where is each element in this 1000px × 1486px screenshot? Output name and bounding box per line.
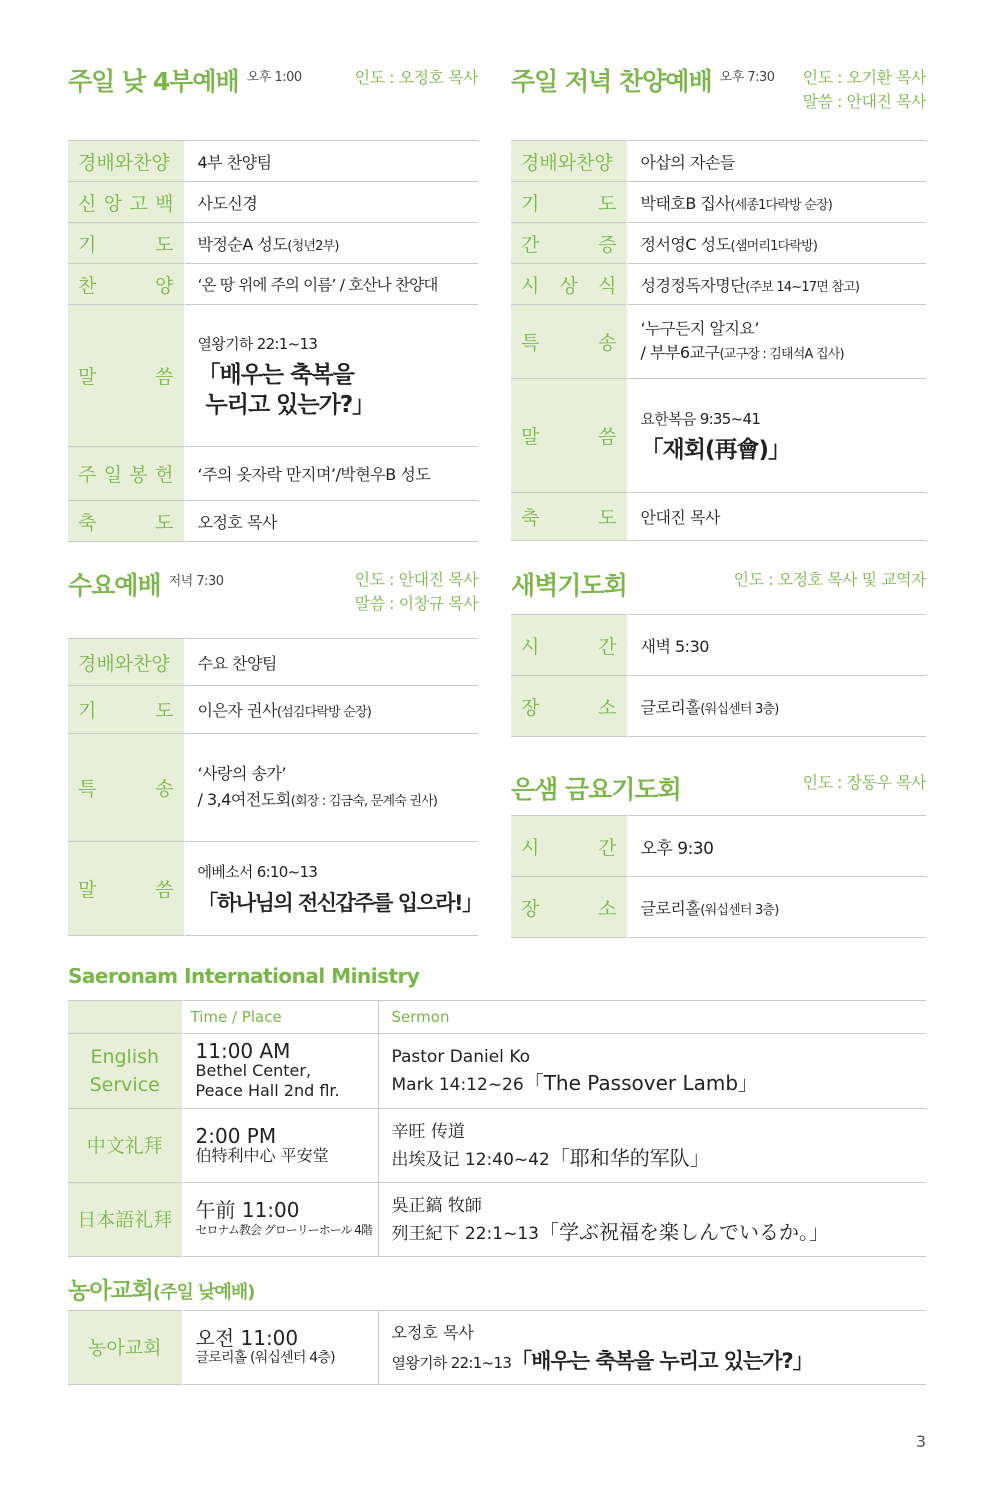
row-label: 신 앙 고 백 [68,182,184,223]
row-value: 글로리홀(워십센터 3층) [640,898,779,918]
row-value: 글로리홀(워십센터 3층) [640,697,779,717]
dawn-title: 새벽기도회 [511,571,627,600]
dawn-leader: 인도 : 오정호 목사 및 교역자 [733,570,926,589]
row-label: 주 일 봉 헌 [68,447,184,501]
time-place-cell: 2:00 PM 伯特利中心 平安堂 [182,1109,378,1183]
sermon-cell [184,305,478,447]
row-value: 박정순A 성도(청년2부) [197,234,339,254]
sunday-evening-time: 오후 7:30 [719,69,775,85]
wednesday-title: 수요예배 $^{저녁 7:30}$ [68,571,224,600]
table-row [68,182,478,223]
table-row [511,141,926,182]
table-row [68,734,478,842]
wednesday-time: 저녁 7:30 [168,573,224,589]
row-value: 사도신경 [197,193,258,213]
table-row [68,1183,926,1257]
row-label: 시 상 식 [511,264,627,305]
table-row [511,182,926,223]
row-label: 축 도 [68,501,184,542]
row-value: ‘사랑의 송가’ / 3,4여전도회(회장 : 김금숙, 문계숙 권사) [197,763,438,809]
scripture-ref: 에베소서 6:10~13 [197,862,318,881]
row-value: 아삽의 자손들 [640,152,735,172]
row-value: 4부 찬양팀 [197,152,272,172]
row-label: 말 씀 [68,842,184,936]
sunday4-time: 오후 1:00 [246,69,302,85]
table-header [68,1001,926,1034]
row-label: 경배와찬양 [511,141,627,182]
deaf-table [68,1310,926,1385]
row-label: 간 증 [511,223,627,264]
row-label: 中文礼拜 [68,1109,182,1183]
row-label: 찬 양 [68,264,184,305]
deaf-title: 농아교회(주일 낮예배) [68,1278,255,1304]
row-label: 농아교회 [68,1311,182,1385]
table-row [511,877,926,938]
sermon-cell: 吳正鎬 牧師 列王紀下 22:1~13「学ぶ祝福を楽しんでいるか。」 [391,1195,829,1244]
row-label: 축 도 [511,493,627,541]
time-place-cell: 午前 11:00 セロナム教会 グローリーホール 4階 [182,1183,378,1257]
row-label: 기 도 [511,182,627,223]
sunday4-leader: 인도 : 오정호 목사 [354,68,478,87]
col-sermon: Sermon [391,1008,450,1026]
row-label: 특 송 [68,734,184,842]
row-label: 장 소 [511,877,627,938]
sermon-title: 「재회(再會)」 [640,436,790,463]
sermon-title: 「하나님의 전신갑주를 입으라!」 [197,890,482,915]
sunday-evening-table [511,140,926,541]
row-label: 日本語礼拜 [68,1183,182,1257]
table-row [68,686,478,734]
row-label: 경배와찬양 [68,141,184,182]
table-row [68,447,478,501]
friday-leader: 인도 : 장동우 목사 [802,773,926,792]
row-label: 기 도 [68,223,184,264]
table-row [511,676,926,737]
row-label: English Service [68,1034,182,1109]
scripture-ref: 요한복음 9:35~41 [640,409,761,428]
row-value: 정서영C 성도(샘머리1다락방) [640,234,818,254]
row-value: 이은자 권사(섬김다락방 순장) [197,701,372,720]
row-value: 안대진 목사 [640,508,720,527]
sermon-cell: 오정호 목사 열왕기하 22:1~13「배우는 축복을 누리고 있는가?」 [391,1322,813,1373]
table-row [511,816,926,877]
dawn-table [511,614,926,737]
row-label: 말 씀 [511,379,627,493]
col-time-place: Time / Place [182,1001,378,1034]
sermon-cell: 辛旺 传道 出埃及记 12:40~42「耶和华的军队」 [391,1121,710,1170]
friday-title: 은샘 금요기도회 [511,775,681,804]
row-value: ‘주의 옷자락 만지며’/박현우B 성도 [197,465,431,484]
row-value: 새벽 5:30 [640,636,709,656]
row-label: 특 송 [511,305,627,379]
table-row [68,842,478,936]
table-row [68,1311,926,1385]
table-row [511,264,926,305]
scripture-ref: 열왕기하 22:1~13 [197,334,318,353]
sermon-cell [184,842,482,936]
sermon-cell [627,379,926,493]
table-row [68,1034,926,1109]
friday-table [511,815,926,938]
row-label: 장 소 [511,676,627,737]
table-row [68,223,478,264]
table-row [511,615,926,676]
international-title: Saeronam International Ministry [68,964,420,988]
table-row [68,1109,926,1183]
sermon-cell: Pastor Daniel Ko Mark 14:12~26「The Passover Lamb」 [391,1047,759,1095]
sunday4-table [68,140,478,542]
row-value: 성경정독자명단(주보 14~17면 참고) [640,275,860,295]
wednesday-leaders: 인도 : 안대진 목사 말씀 : 이창규 목사 [354,570,478,613]
row-value: 박태호B 집사(세종1다락방 순장) [640,193,832,213]
table-row [68,639,478,686]
sunday-evening-leaders: 인도 : 오기환 목사 말씀 : 안대진 목사 [802,68,926,111]
row-label: 시 간 [511,615,627,676]
table-row [68,305,478,447]
row-label: 경배와찬양 [68,639,184,686]
sermon-title: 「배우는 축복을 [197,361,354,388]
row-value: ‘온 땅 위에 주의 이름’ / 호산나 찬양대 [197,276,438,294]
row-label: 말 씀 [68,305,184,447]
row-value: 오정호 목사 [197,512,277,532]
table-row [511,493,926,541]
time-place-cell: 오전 11:00 글로리홀 (워십센터 4층) [182,1311,378,1385]
row-label: 시 간 [511,816,627,877]
table-row [68,264,478,305]
row-label: 기 도 [68,686,184,734]
sunday4-title: 주일 낮 4부예배 $^{오후 1:00}$ [68,67,302,96]
row-value: ‘누구든지 알지요’ / 부부6교구(교구장 : 김태석A 집사) [640,318,844,362]
sermon-title: 누리고 있는가?」 [205,391,375,418]
table-row [511,305,926,379]
international-table [68,1000,926,1257]
row-value: 수요 찬양팀 [197,653,277,673]
table-row [68,501,478,542]
sunday-evening-title: 주일 저녁 찬양예배 $^{오후 7:30}$ [511,67,775,96]
wednesday-table [68,638,482,936]
table-row [511,379,926,493]
row-value: 오후 9:30 [640,838,714,859]
page-number: 3 [915,1432,926,1451]
table-row [68,141,478,182]
time-place-cell: 11:00 AM Bethel Center, Peace Hall 2nd flr. [182,1034,378,1109]
table-row [511,223,926,264]
